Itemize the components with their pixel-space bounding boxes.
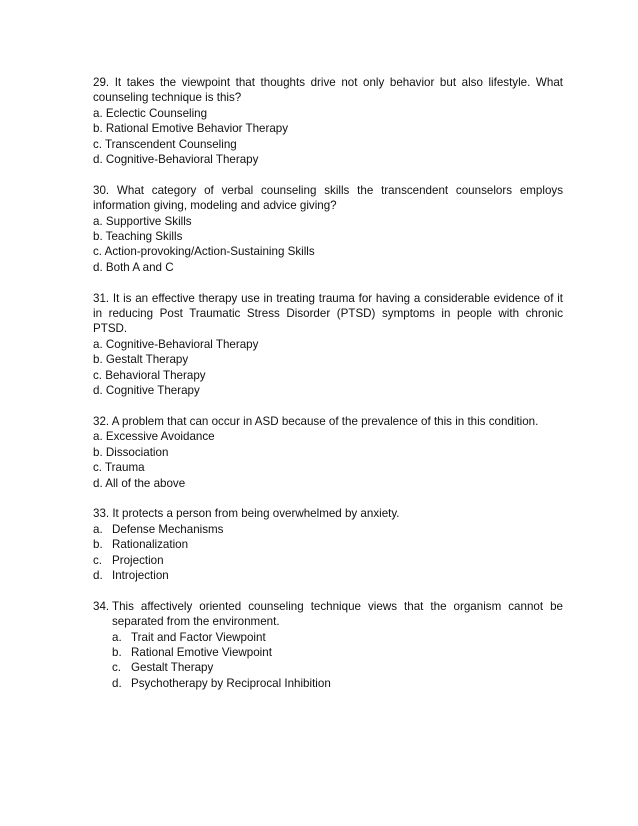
option-letter: b. — [112, 645, 122, 659]
question-stem: This affectively oriented counseling technique views that the organism cannot be separated from the environment. — [112, 599, 563, 629]
option-d — [112, 676, 563, 691]
option-text: Defense Mechanisms — [112, 522, 224, 536]
option-text: Introjection — [112, 568, 169, 582]
question-number: 34. — [93, 599, 110, 613]
option-c: c. Transcendent Counseling — [93, 137, 237, 151]
option-letter: d. — [112, 676, 122, 690]
question-body — [112, 599, 563, 691]
question-34 — [93, 599, 563, 691]
question-stem: 32. A problem that can occur in ASD because of the prevalence of this in this condition. — [93, 414, 539, 428]
option-b — [93, 537, 563, 552]
option-text: Trait and Factor Viewpoint — [131, 630, 266, 644]
option-a: a. Excessive Avoidance — [93, 430, 215, 444]
option-c: c. Behavioral Therapy — [93, 368, 206, 382]
option-c — [112, 660, 563, 675]
option-a — [93, 522, 563, 537]
option-b: b. Rational Emotive Behavior Therapy — [93, 122, 289, 136]
question-31 — [93, 291, 563, 399]
option-d — [93, 568, 563, 583]
question-stem: 33. It protects a person from being overwhelmed by anxiety. — [93, 507, 400, 521]
option-a: a. Supportive Skills — [93, 214, 192, 228]
option-d: d. Cognitive-Behavioral Therapy — [93, 153, 259, 167]
option-letter: a. — [93, 522, 103, 536]
question-stem: 29. It takes the viewpoint that thoughts drive not only behavior but also lifestyle. What counseling technique is this? — [93, 76, 563, 105]
option-letter: c. — [93, 553, 103, 567]
option-a: a. Cognitive-Behavioral Therapy — [93, 337, 259, 351]
option-letter: b. — [93, 538, 103, 552]
option-text: Gestalt Therapy — [131, 661, 214, 675]
option-letter: a. — [112, 630, 122, 644]
option-c: c. Action-provoking/Action-Sustaining Skills — [93, 245, 315, 259]
option-b: b. Teaching Skills — [93, 230, 183, 244]
question-stem: 30. What category of verbal counseling skills the transcendent counselors employs information giving, modeling and advice giving? — [93, 183, 563, 213]
option-letter: d. — [93, 568, 103, 582]
option-text: Projection — [112, 553, 164, 567]
option-c: c. Trauma — [93, 461, 145, 475]
option-text: Psychotherapy by Reciprocal Inhibition — [131, 676, 331, 690]
question-30 — [93, 183, 563, 275]
question-stem: 31. It is an effective therapy use in treating trauma for having a considerable evidence of it in reducing Post Traumatic Stress Disorder (PTSD) symptoms in people with chronic PTSD. — [93, 291, 563, 336]
question-list — [93, 75, 563, 707]
question-32 — [93, 414, 563, 491]
option-text: Rationalization — [112, 538, 189, 552]
option-text: Rational Emotive Viewpoint — [131, 645, 272, 659]
option-d: d. Cognitive Therapy — [93, 384, 200, 398]
option-d: d. Both A and C — [93, 260, 174, 274]
question-29 — [93, 75, 563, 167]
question-33 — [93, 506, 563, 583]
option-d: d. All of the above — [93, 476, 186, 490]
option-b: b. Dissociation — [93, 445, 169, 459]
option-a — [112, 630, 563, 645]
option-b: b. Gestalt Therapy — [93, 353, 189, 367]
option-letter: c. — [112, 661, 122, 675]
option-a: a. Eclectic Counseling — [93, 106, 208, 120]
option-b — [112, 645, 563, 660]
option-c — [93, 553, 563, 568]
